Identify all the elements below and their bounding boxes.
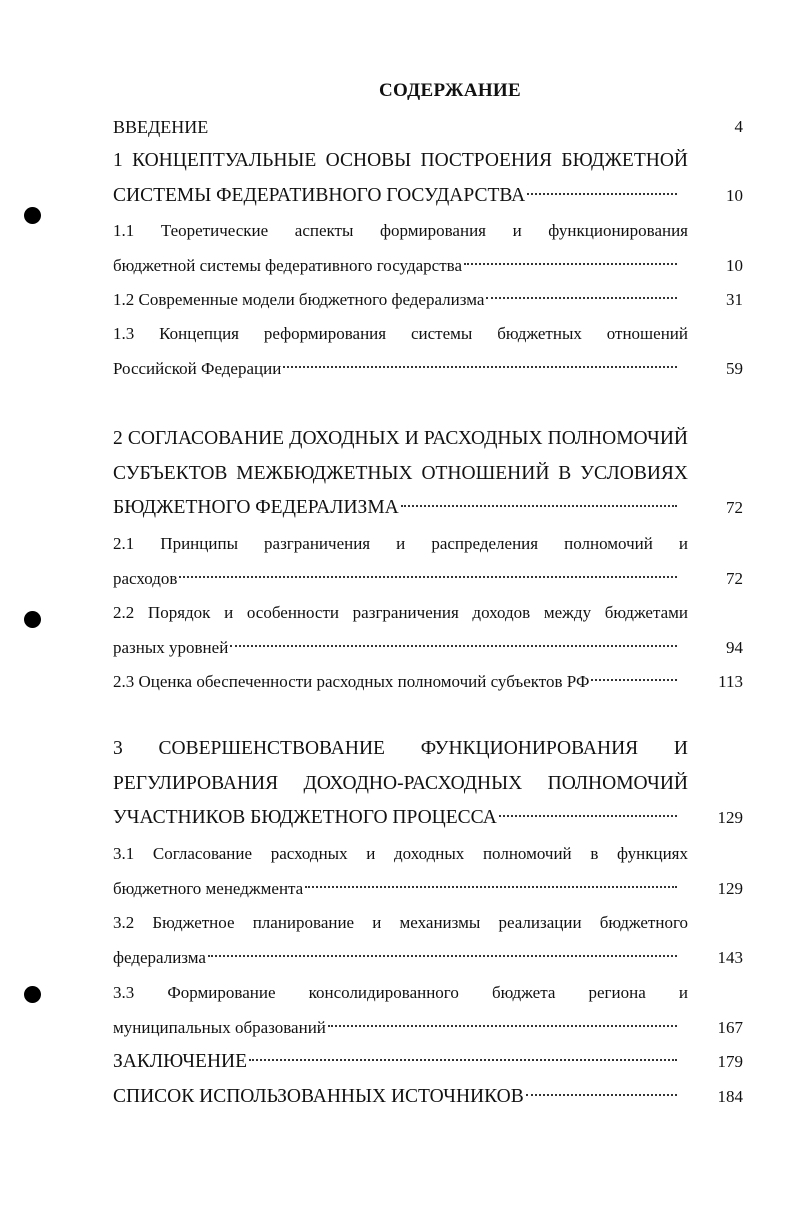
toc-line: 3 СОВЕРШЕНСТВОВАНИЕ ФУНКЦИОНИРОВАНИЯ И [113,738,688,759]
dot-leader [464,263,677,265]
toc-page-number: 72 [726,498,743,518]
toc-line [113,110,743,145]
toc-page-number: 143 [717,947,743,967]
toc-page-number: 129 [717,808,743,828]
toc-line [113,1045,743,1080]
toc-page-number: 72 [726,568,743,588]
dot-leader [499,815,677,817]
dot-leader [283,366,677,368]
toc-entry-section-3-1 [113,837,743,906]
toc-line [113,1080,743,1115]
binder-hole-mark [24,611,41,628]
dot-leader [305,886,677,888]
toc-page-number: 4 [734,117,743,136]
dot-leader [249,1059,677,1061]
toc-page-number: 31 [726,290,743,309]
toc-line [113,1011,743,1046]
toc-entry-chapter-1 [113,144,743,213]
toc-entry-title: разных уровней [113,637,229,657]
toc-entry-section-3-2 [113,906,743,975]
toc-entry-chapter-2 [113,422,743,526]
dot-leader [526,1094,677,1096]
toc-entry-section-2-3 [113,665,743,700]
page-title: СОДЕРЖАНИЕ [379,80,521,101]
toc-page-number: 179 [717,1052,743,1071]
toc-line [113,249,743,284]
binder-hole-mark [24,207,41,224]
toc-entry-section-1-1 [113,214,743,283]
toc-entry-sources [113,1080,743,1115]
toc-line [113,941,743,976]
toc-page-number: 129 [717,878,743,898]
toc-line: 2.1 Принципы разграничения и распределения полномочий и [113,534,688,553]
toc-entry-chapter-3 [113,732,743,836]
toc-entry-title: федерализма [113,947,206,967]
toc-line: 2.2 Порядок и особенности разграничения доходов между бюджетами [113,603,688,622]
toc-page-number: 167 [717,1017,743,1037]
toc-entry-title: Российской Федерации [113,358,282,378]
toc-entry-title: БЮДЖЕТНОГО ФЕДЕРАЛИЗМА [113,497,399,519]
toc-page-number: 10 [726,255,743,275]
toc-line [113,283,743,318]
toc-line [113,631,743,666]
toc-line: 1 КОНЦЕПТУАЛЬНЫЕ ОСНОВЫ ПОСТРОЕНИЯ БЮДЖЕТНОЙ [113,150,688,171]
toc-entry-section-2-2 [113,596,743,665]
dot-leader [591,679,677,681]
dot-leader [208,955,677,957]
toc-line: 1.3 Концепция реформирования системы бюджетных отношений [113,324,688,343]
dot-leader [179,576,677,578]
toc-entry-section-3-3 [113,976,743,1045]
toc-entry-title: УЧАСТНИКОВ БЮДЖЕТНОГО ПРОЦЕССА [113,807,497,829]
toc-entry-title: СПИСОК ИСПОЛЬЗОВАННЫХ ИСТОЧНИКОВ [113,1086,524,1107]
toc-entry-title: СИСТЕМЫ ФЕДЕРАТИВНОГО ГОСУДАРСТВА [113,184,526,206]
toc-line [113,491,743,526]
toc-page-number: 94 [726,637,743,657]
toc-entry-title: бюджетной системы федеративного государства [113,255,462,275]
toc-line: 3.3 Формирование консолидированного бюджета региона и [113,983,688,1002]
toc-line: 2 СОГЛАСОВАНИЕ ДОХОДНЫХ И РАСХОДНЫХ ПОЛНОМОЧИЙ [113,428,688,449]
dot-leader [486,297,677,299]
toc-entry-section-1-3 [113,317,743,386]
toc-entry-title: бюджетного менеджмента [113,878,304,898]
toc-line: 1.1 Теоретические аспекты формирования и функционирования [113,221,688,240]
toc-line [113,872,743,907]
toc-entry-conclusion [113,1045,743,1080]
toc-line [113,352,743,387]
toc-line: РЕГУЛИРОВАНИЯ ДОХОДНО-РАСХОДНЫХ ПОЛНОМОЧИЙ [113,772,688,794]
toc-entry-title: муниципальных образований [113,1017,326,1037]
toc-entry-title: расходов [113,568,178,588]
toc-page-number: 10 [726,185,743,205]
toc-line: СУБЪЕКТОВ МЕЖБЮДЖЕТНЫХ ОТНОШЕНИЙ В УСЛОВИЯХ [113,462,688,484]
toc-entry-title: ЗАКЛЮЧЕНИЕ [113,1051,248,1072]
dot-leader [328,1025,677,1027]
toc-entry-title: ВВЕДЕНИЕ [113,117,209,137]
toc-entry-section-2-1 [113,527,743,596]
toc-line [113,179,743,214]
dot-leader [527,193,677,195]
toc-line [113,801,743,836]
toc-line [113,665,743,700]
toc-entry-section-1-2 [113,283,743,318]
binder-hole-mark [24,986,41,1003]
toc-entry-title: 2.3 Оценка обеспеченности расходных полномочий субъектов РФ [113,672,590,691]
toc-page-number: 59 [726,358,743,378]
toc-line [113,562,743,597]
toc-line: 3.1 Согласование расходных и доходных полномочий в функциях [113,844,688,863]
toc-page-number: 113 [718,672,743,691]
dot-leader [230,645,677,647]
toc-page-number: 184 [717,1087,743,1106]
toc-entry-introduction [113,110,743,145]
toc-entry-title: 1.2 Современные модели бюджетного федерализма [113,290,485,309]
dot-leader [401,505,677,507]
toc-line: 3.2 Бюджетное планирование и механизмы реализации бюджетного [113,913,688,932]
